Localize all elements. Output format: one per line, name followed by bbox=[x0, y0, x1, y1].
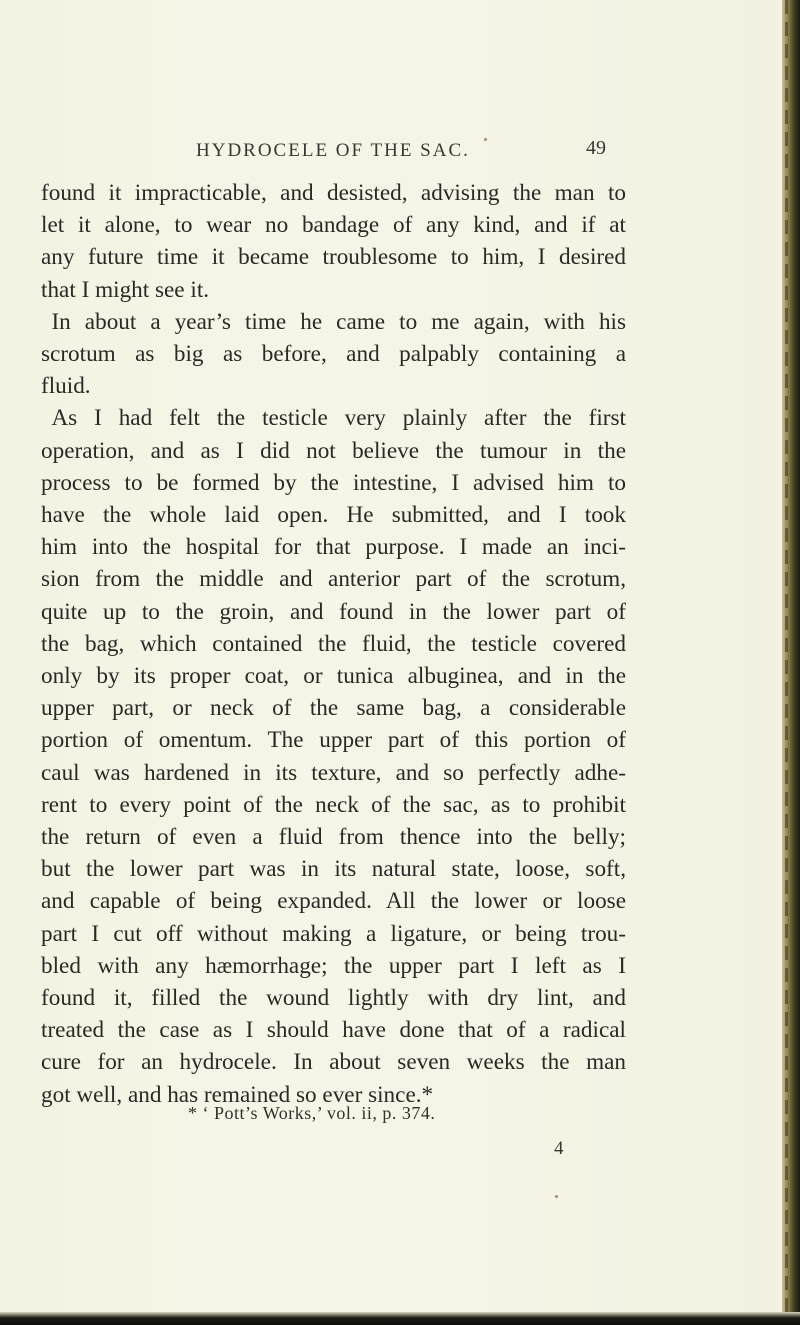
text-line: have the whole laid open. He submitted, and I took bbox=[41, 502, 626, 529]
text-line: him into the hospital for that purpose. I made an inci- bbox=[41, 534, 626, 561]
page-number: 49 bbox=[586, 137, 606, 159]
text-line: any future time it became troublesome to him, I desired bbox=[41, 244, 626, 271]
book-spine-edge bbox=[782, 0, 800, 1325]
text-line: found it impracticable, and desisted, advising the man to bbox=[41, 180, 626, 206]
text-line: scrotum as big as before, and palpably containing a bbox=[41, 341, 626, 368]
text-line: the return of even a fluid from thence into the belly; bbox=[41, 824, 626, 851]
text-line: bled with any hæmorrhage; the upper part I left as I bbox=[41, 952, 626, 979]
running-title: HYDROCELE OF THE SAC. bbox=[196, 140, 470, 161]
text-line: caul was hardened in its texture, and so perfectly adhe- bbox=[41, 759, 626, 786]
text-line: but the lower part was in its natural state, loose, soft, bbox=[41, 856, 626, 883]
text-line: process to be formed by the intestine, I advised him to bbox=[41, 469, 626, 496]
text-line: As I had felt the testicle very plainly after the first bbox=[51, 405, 626, 432]
body-text bbox=[41, 177, 626, 1111]
text-line: cure for an hydrocele. In about seven weeks the man bbox=[41, 1049, 626, 1076]
text-line: part I cut off without making a ligature, or being trou- bbox=[41, 920, 626, 947]
text-line: only by its proper coat, or tunica albuginea, and in the bbox=[41, 663, 626, 690]
text-line: and capable of being expanded. All the lower or loose bbox=[41, 888, 626, 915]
page-bottom-edge bbox=[0, 1312, 800, 1325]
text-line: that I might see it. bbox=[41, 276, 210, 303]
footnote: * ‘ Pott’s Works,’ vol. ii, p. 374. bbox=[188, 1103, 436, 1123]
text-line: portion of omentum. The upper part of this portion of bbox=[41, 727, 626, 754]
text-line: let it alone, to wear no bandage of any kind, and if at bbox=[41, 212, 626, 239]
text-line: upper part, or neck of the same bag, a considerable bbox=[41, 695, 626, 722]
paper-speck bbox=[484, 138, 487, 141]
text-line: operation, and as I did not believe the tumour in the bbox=[41, 437, 626, 464]
signature-mark: 4 bbox=[554, 1138, 564, 1159]
text-line: the bag, which contained the fluid, the testicle covered bbox=[41, 630, 626, 657]
text-line: fluid. bbox=[41, 373, 91, 400]
text-line: sion from the middle and anterior part of the scrotum, bbox=[41, 566, 626, 593]
paper-speck bbox=[555, 1195, 558, 1198]
text-line: treated the case as I should have done that of a radical bbox=[41, 1017, 626, 1044]
running-header bbox=[196, 137, 626, 170]
text-line: In about a year’s time he came to me again, with his bbox=[51, 308, 626, 335]
text-line: quite up to the groin, and found in the lower part of bbox=[41, 598, 626, 625]
text-line: found it, filled the wound lightly with dry lint, and bbox=[41, 985, 626, 1012]
text-line: rent to every point of the neck of the sac, as to prohibit bbox=[41, 791, 626, 818]
text-line: got well, and has remained so ever since.* bbox=[41, 1081, 434, 1108]
